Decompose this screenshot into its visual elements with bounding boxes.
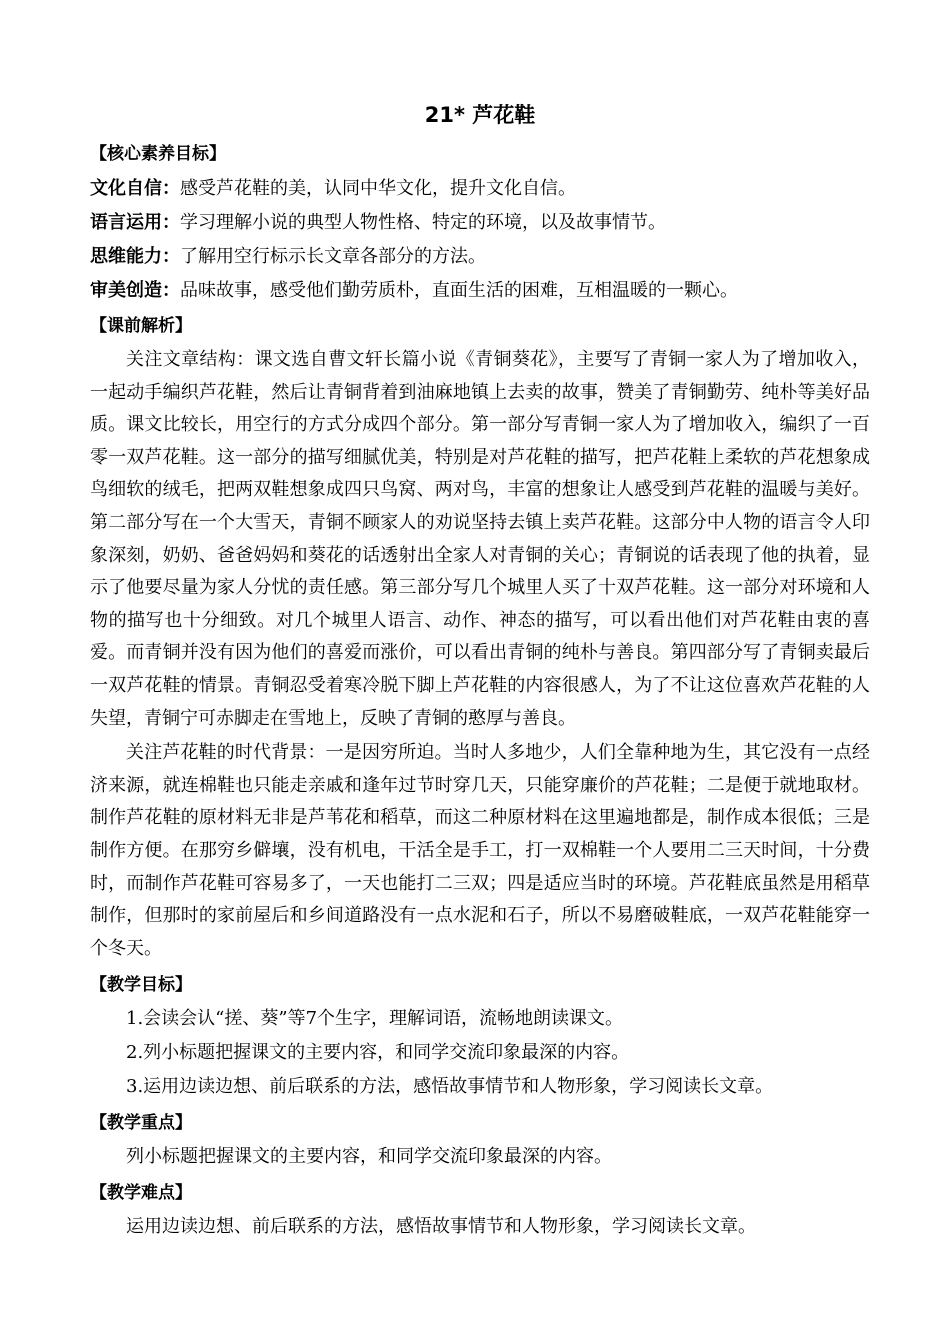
difficulties-heading: 【教学难点】	[90, 1183, 192, 1204]
analysis-paragraph-structure: 关注文章结构：课文选自曹文轩长篇小说《青铜葵花》，主要写了青铜一家人为了增加收入，一起动手编织芦花鞋，然后让青铜背着到油麻地镇上去卖的故事，赞美了青铜勤劳、纯朴等美好品质。课文比较长，用空行的方式分成四个部分。第一部分写青铜一家人为了增加收入，编织了一百零一双芦花鞋。这一部分的描写细腻优美，特别是对芦花鞋的描写，把芦花鞋上柔软的芦花想象成鸟细软的绒毛，把两双鞋想象成四只鸟窝、两对鸟，丰富的想象让人感受到芦花鞋的温暖与美好。第二部分写在一个大雪天，青铜不顾家人的劝说坚持去镇上卖芦花鞋。这部分中人物的语言令人印象深刻，奶奶、爸爸妈妈和葵花的话透射出全家人对青铜的关心；青铜说的话表现了他的执着，显示了他要尽量为家人分忧的责任感。第三部分写几个城里人买了十双芦花鞋。这一部分对环境和人物的描写也十分细致。对几个城里人语言、动作、神态的描写，可以看出他们对芦花鞋由衷的喜爱。而青铜并没有因为他们的喜爱而涨价，可以看出青铜的纯朴与善良。第四部分写了青铜卖最后一双芦花鞋的情景。青铜忍受着寒冷脱下脚上芦花鞋的内容很感人，为了不让这位喜欢芦花鞋的人失望，青铜宁可赤脚走在雪地上，反映了青铜的憨厚与善良。	[90, 349, 870, 729]
goal-label: 语言运用：	[90, 212, 180, 233]
goal-text: 品味故事，感受他们勤劳质朴，直面生活的困难，互相温暖的一颗心。	[180, 280, 738, 301]
goal-label: 审美创造：	[90, 280, 180, 301]
objective-item: 3.运用边读边想、前后联系的方法，感悟故事情节和人物形象，学习阅读长文章。	[126, 1076, 774, 1098]
objective-item: 2.列小标题把握课文的主要内容，和同学交流印象最深的内容。	[126, 1042, 630, 1064]
document-page	[90, 98, 870, 1243]
key-points-text: 列小标题把握课文的主要内容，和同学交流印象最深的内容。	[126, 1146, 612, 1168]
goal-culture	[90, 174, 870, 204]
objectives-heading: 【教学目标】	[90, 975, 192, 996]
goal-text: 感受芦花鞋的美，认同中华文化，提升文化自信。	[180, 178, 576, 199]
key-points-heading: 【教学重点】	[90, 1113, 192, 1134]
objective-item: 1.会读会认“搓、葵”等7个生字，理解词语，流畅地朗读课文。	[126, 1008, 624, 1030]
goal-label: 文化自信：	[90, 178, 180, 199]
analysis-heading: 【课前解析】	[90, 316, 192, 336]
goal-thinking	[90, 242, 870, 272]
page-title: 21* 芦花鞋	[424, 103, 536, 127]
goal-label: 思维能力：	[90, 246, 180, 267]
goal-language	[90, 208, 870, 238]
difficulties-text: 运用边读边想、前后联系的方法，感悟故事情节和人物形象，学习阅读长文章。	[126, 1216, 756, 1238]
goal-aesthetic	[90, 276, 870, 306]
core-goals-heading: 【核心素养目标】	[90, 144, 226, 164]
goal-text: 学习理解小说的典型人物性格、特定的环境，以及故事情节。	[180, 212, 666, 233]
goal-text: 了解用空行标示长文章各部分的方法。	[180, 246, 486, 267]
analysis-paragraph-background: 关注芦花鞋的时代背景：一是因穷所迫。当时人多地少，人们全靠种地为生，其它没有一点经济来源，就连棉鞋也只能走亲戚和逢年过节时穿几天，只能穿廉价的芦花鞋；二是便于就地取材。制作芦花鞋的原材料无非是芦苇花和稻草，而这二种原材料在这里遍地都是，制作成本很低；三是制作方便。在那穷乡僻壤，没有机电，干活全是手工，打一双棉鞋一个人要用二三天时间，十分费时，而制作芦花鞋可容易多了，一天也能打二三双；四是适应当时的环境。芦花鞋底虽然是用稻草制作，但那时的家前屋后和乡间道路没有一点水泥和石子，所以不易磨破鞋底，一双芦花鞋能穿一个冬天。	[90, 742, 870, 959]
